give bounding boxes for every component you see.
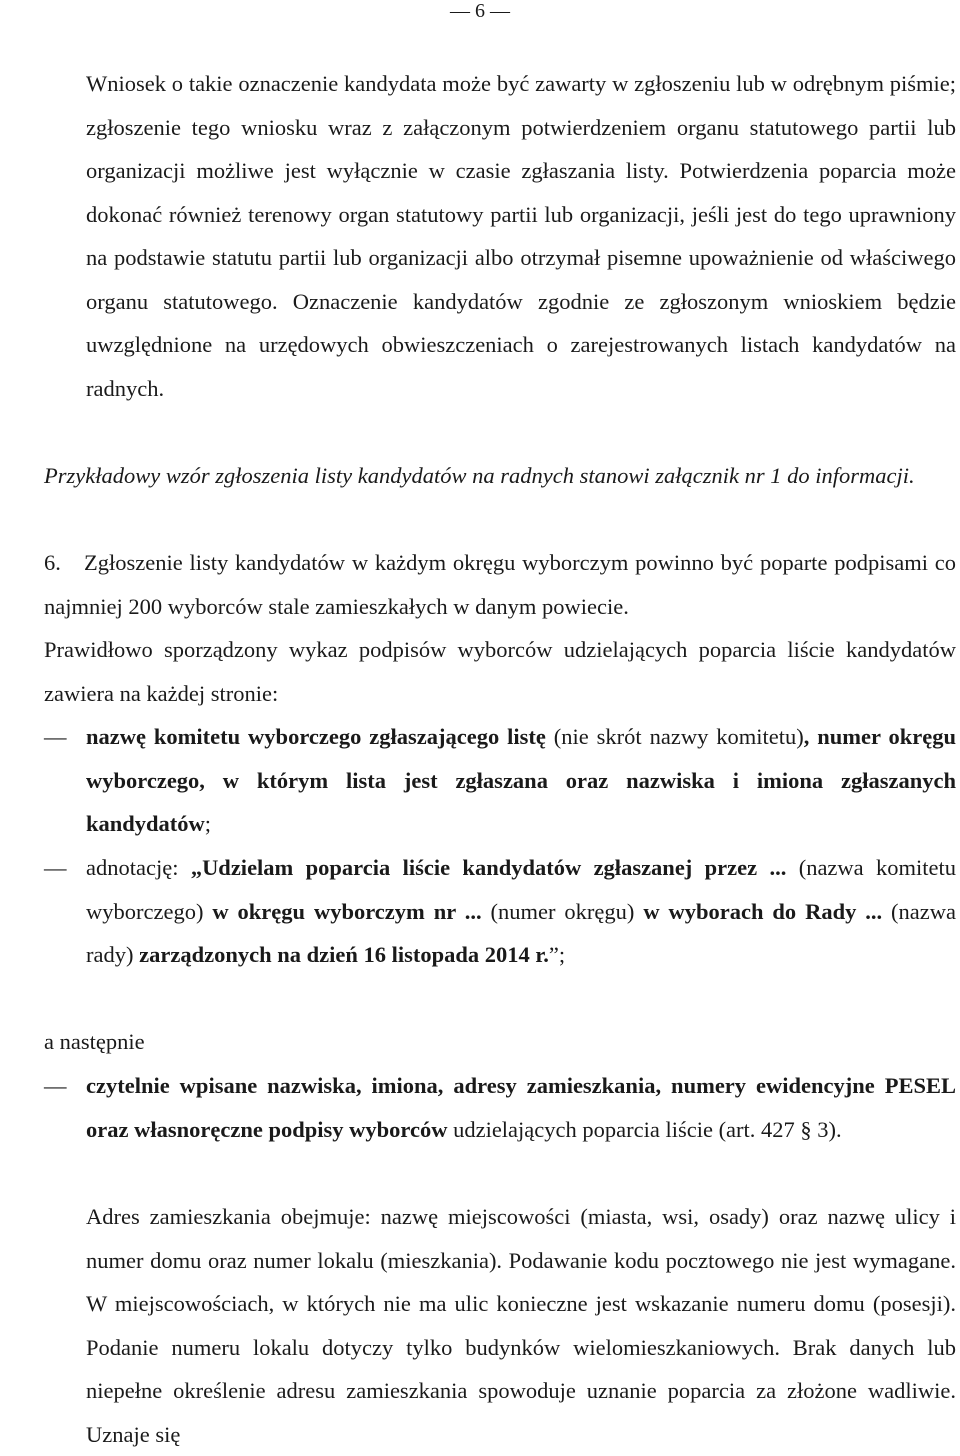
annotation-committee-placeholder: (nazwa komitetu wyborczego) <box>86 855 956 924</box>
list-item-end: ; <box>204 811 212 836</box>
annotation-district-text: w okręgu wyborczym nr ... <box>212 898 482 924</box>
annotation-end: ”; <box>548 942 566 967</box>
annotation-district-placeholder: (numer okręgu) <box>481 898 644 924</box>
annotation-label: adnotację: <box>86 855 191 880</box>
list-item-annotation <box>44 846 956 977</box>
item-number: 6. <box>44 550 61 575</box>
paragraph-signature-list-intro: Prawidłowo sporządzony wykaz podpisów wyborców udzielających poparcia liście kandydatów zawiera na każdej stronie: <box>44 637 956 706</box>
list-item-committee-name <box>44 715 956 846</box>
committee-name-bold: nazwę komitetu wyborczego zgłaszającego listę <box>86 724 546 749</box>
voter-data-note: udzielających poparcia liście (art. 427 § 3). <box>447 1116 842 1142</box>
item-6-text: Zgłoszenie listy kandydatów w każdym okręgu wyborczym powinno być poparte podpisami co najmniej 200 wyborców stale zamieszkałych w danym powiecie. <box>44 550 956 619</box>
page-number: — 6 — <box>450 0 510 22</box>
voter-data-bold: czytelnie wpisane nazwiska, imiona, adresy zamieszkania, numery ewidencyjne PESEL oraz własnoręczne podpisy wyborców <box>86 1073 956 1142</box>
district-and-candidates-bold: , numer okręgu wyborczego, w którym lista jest zgłaszana oraz nazwiska i imiona zgłaszanych kandydatów <box>86 724 957 836</box>
dash-bullet: — <box>44 1073 67 1098</box>
annotation-date-text: zarządzonych na dzień 16 listopada 2014 r. <box>139 942 549 967</box>
annotation-support-text: „Udzielam poparcia liście kandydatów zgłaszanej przez ... <box>190 855 787 880</box>
dash-bullet: — <box>44 724 67 749</box>
annotation-council-placeholder: (nazwa rady) <box>86 898 957 967</box>
paragraph-address-definition: Adres zamieszkania obejmuje: nazwę miejscowości (miasta, wsi, osady) oraz nazwę ulicy i numer domu oraz numer lokalu (mieszkania). Podawanie kodu pocztowego nie jest wymagane. W miejscowościach, w których nie ma ulic konieczne jest wskazanie numeru domu (posesji). Podanie numeru lokalu dotyczy tylko budynków wielomieszkaniowych. Brak danych lub niepełne określenie adresu zamieszkania spowoduje uznanie poparcia za złożone wadliwie. Uznaje się <box>86 1204 956 1447</box>
paragraph-candidate-designation: Wniosek o takie oznaczenie kandydata może być zawarty w zgłoszeniu lub w odrębnym piśmie; zgłoszenie tego wniosku wraz z załączonym potwierdzeniem organu statutowego partii lub organizacji możliwe jest wyłącznie w czasie zgłaszania listy. Potwierdzenia poparcia może dokonać również terenowy organ statutowy partii lub organizacji, jeśli jest do tego uprawniony na podstawie statutu partii lub organizacji albo otrzymał pisemne upoważnienie od właściwego organu statutowego. Oznaczenie kandydatów zgodnie ze zgłoszonym wnioskiem będzie uwzględnione na urzędowych obwieszczeniach o zarejestrowanych listach kandydatów na radnych. <box>86 71 956 401</box>
paragraph-item-6 <box>44 541 956 628</box>
dash-bullet: — <box>44 855 67 880</box>
annotation-election-text: w wyborach do Rady ... <box>643 898 883 924</box>
committee-name-note: (nie skrót nazwy komitetu) <box>545 724 804 749</box>
paragraph-sample-form-note: Przykładowy wzór zgłoszenia listy kandydatów na radnych stanowi załącznik nr 1 do informacji. <box>44 463 915 488</box>
list-item-voter-data <box>44 1064 956 1151</box>
paragraph-then: a następnie <box>44 1029 145 1054</box>
